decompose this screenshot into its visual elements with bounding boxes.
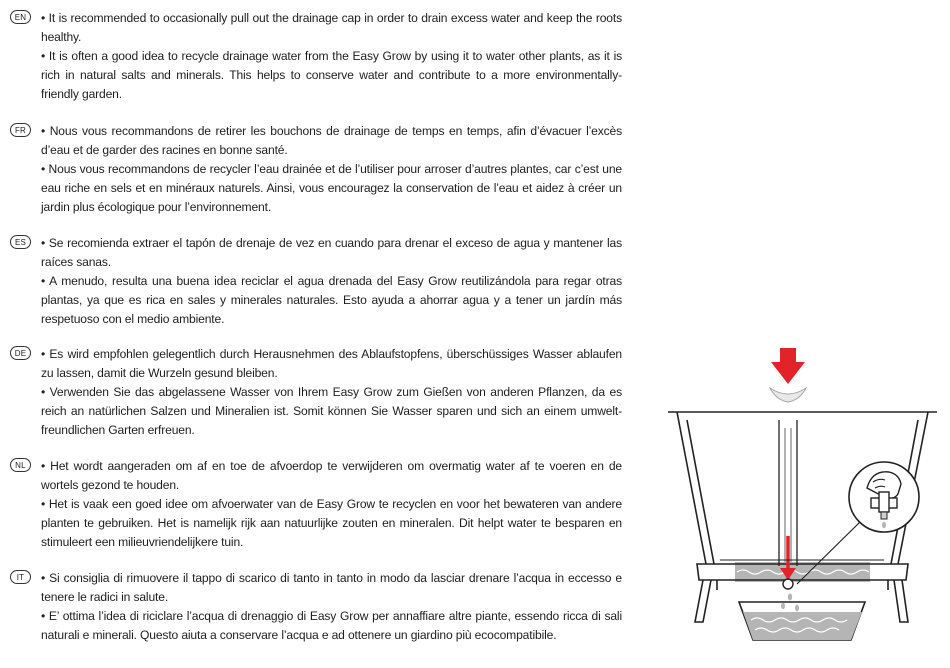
paragraph-es-2: • A menudo, resulta una buena idea reciclar el agua drenada del Easy Grow reutilizándola para regar otras plantas, ya que es rica en sales y minerales naturales. Esto ayuda a ahorrar agua y a tener un jardín más respetuoso con el medio ambiente.	[41, 274, 622, 326]
language-badge-de: DE	[10, 346, 31, 360]
paragraph-fr-1: • Nous vous recommandons de retirer les bouchons de drainage de temps en temps, afin d’évacuer l’excès d’eau et de garder des racines en bonne santé.	[41, 124, 622, 157]
language-badge-fr: FR	[10, 123, 31, 137]
paragraph-de-2: • Verwenden Sie das abgelassene Wasser von Ihrem Easy Grow zum Gießen von anderen Pflanzen, da es reich an natürlichen Salzen und Mineralien ist. Somit können Sie Wasser sparen und sich an einem umwelt-freundlichen Garten erfreuen.	[41, 385, 622, 437]
paragraph-nl-2: • Het is vaak een goed idee om afvoerwater van de Easy Grow te recyclen en voor het bewateren van andere planten te gebruiken. Het is namelijk rijk aan natuurlijke zouten en mineralen. Dit helpt water te besparen en stimuleert een milieuvriendelijkere tuin.	[41, 497, 622, 549]
paragraph-it-2: • E’ ottima l’idea di riciclare l’acqua di drenaggio di Easy Grow per annaffiare altre piante, essendo ricca di sali naturali e minerali. Questo aiuta a conservare l’acqua e ad ottenere un giardino più ecocompatibile.	[41, 609, 622, 642]
paragraph-it-1: • Si consiglia di rimuovere il tappo di scarico di tanto in tanto in modo da lasciar drenare l’acqua in eccesso e tenere le radici in salute.	[41, 571, 622, 604]
funnel	[770, 388, 806, 402]
section-nl	[10, 457, 622, 552]
planter-drainage-illustration	[665, 340, 940, 650]
language-badge-en: EN	[10, 10, 31, 24]
paragraph-de-1: • Es wird empfohlen gelegentlich durch Herausnehmen des Ablaufstopfens, überschüssiges Wasser ablaufen zu lassen, damit die Wurzeln gesund bleiben.	[41, 347, 622, 380]
language-badge-nl: NL	[10, 458, 31, 472]
section-fr	[10, 122, 622, 217]
drainage-cap-icon	[783, 579, 793, 589]
paragraph-nl-1: • Het wordt aangeraden om af en toe de afvoerdop te verwijderen om overmatig water af te voeren en de wortels gezond te houden.	[41, 459, 622, 492]
section-de	[10, 345, 622, 440]
drain-saucer	[739, 602, 865, 640]
red-down-arrow-icon	[771, 348, 805, 384]
section-en	[10, 9, 622, 104]
paragraph-en-2: • It is often a good idea to recycle drainage water from the Easy Grow by using it to water other plants, as it is rich in natural salts and minerals. This helps to conserve water and contribute to a more environmentally-friendly garden.	[41, 49, 622, 101]
language-badge-es: ES	[10, 235, 31, 249]
paragraph-en-1: • It is recommended to occasionally pull out the drainage cap in order to drain excess water and keep the roots healthy.	[41, 11, 622, 44]
section-es	[10, 234, 622, 329]
drainage-cap-hand-icon	[849, 462, 919, 532]
section-it	[10, 569, 622, 645]
paragraph-es-1: • Se recomienda extraer el tapón de drenaje de vez en cuando para drenar el exceso de agua y mantener las raíces sanas.	[41, 236, 622, 269]
language-badge-it: IT	[10, 570, 31, 584]
paragraph-fr-2: • Nous vous recommandons de recycler l’eau drainée et de l’utiliser pour arroser d’autres plantes, car c’est une eau riche en sels et en minéraux naturels. Ainsi, vous encouragez la conservation de l’eau et aidez à créer un jardin plus écologique pour l’environnement.	[41, 162, 622, 214]
